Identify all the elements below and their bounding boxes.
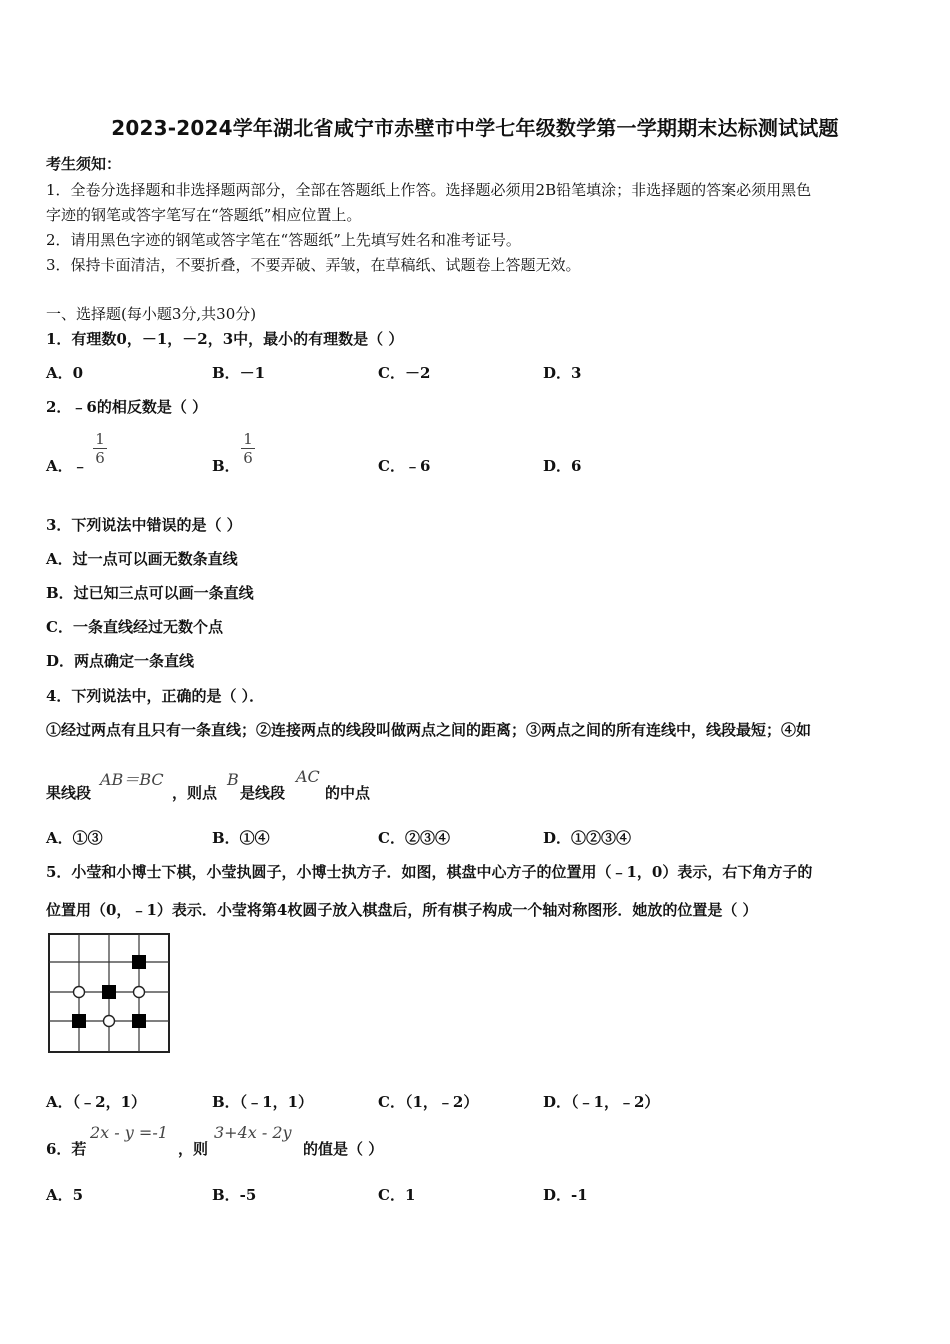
q2-stem: 2．﹣6的相反数是（ ） xyxy=(46,398,208,416)
q6-option-b: B．-5 xyxy=(212,1186,257,1204)
q4-option-a: A．①③ xyxy=(46,829,103,847)
notice-item-1b: 字迹的钢笔或答字笔写在“答题纸”相应位置上。 xyxy=(46,206,362,224)
square-piece-center xyxy=(102,985,116,999)
q4-option-b: B．①④ xyxy=(212,829,270,847)
round-piece xyxy=(74,987,85,998)
q4-option-d: D．①②③④ xyxy=(543,829,632,847)
q2-option-a-fraction: 1 6 xyxy=(93,430,107,467)
page-title: 2023-2024学年湖北省咸宁市赤壁市中学七年级数学第一学期期末达标测试试题 xyxy=(111,116,839,140)
q2-option-d: D．6 xyxy=(543,457,582,475)
q6-suffix: 的值是（ ） xyxy=(303,1140,384,1158)
q3-option-a: A．过一点可以画无数条直线 xyxy=(46,550,238,568)
q1-option-c: C．－2 xyxy=(378,364,431,382)
round-piece xyxy=(104,1016,115,1027)
square-piece-bottom-right xyxy=(132,1014,146,1028)
notice-heading: 考生须知： xyxy=(46,155,122,173)
q4-option-c: C．②③④ xyxy=(378,829,450,847)
q6-option-d: D．-1 xyxy=(543,1186,588,1204)
q2-option-b: B． xyxy=(212,457,240,475)
q5-option-b: B．（﹣1，1） xyxy=(212,1093,314,1111)
q6-option-a: A．5 xyxy=(46,1186,84,1204)
q5-stem-line-1: 5．小莹和小博士下棋，小莹执圆子，小博士执方子．如图，棋盘中心方子的位置用（﹣1，0）表示，右下角方子的 xyxy=(46,863,813,881)
q4-body: ①经过两点有且只有一条直线；②连接两点的线段叫做两点之间的距离；③两点之间的所有连线中，线段最短；④如 xyxy=(46,721,812,739)
q4-expr-b: B xyxy=(227,770,239,789)
q3-option-b: B．过已知三点可以画一条直线 xyxy=(46,584,254,602)
q2-option-b-fraction: 1 6 xyxy=(241,430,255,467)
chessboard-figure xyxy=(46,931,172,1055)
q4-text-4: 的中点 xyxy=(325,784,371,802)
q6-mid: ，则 xyxy=(178,1140,209,1158)
q4-text-2: ，则点 xyxy=(172,784,218,802)
notice-item-2: 2．请用黑色字迹的钢笔或答字笔在“答题纸”上先填写姓名和准考证号。 xyxy=(46,231,521,249)
q6-option-c: C．1 xyxy=(378,1186,416,1204)
q6-expr-target: 3+4x - 2y xyxy=(214,1123,292,1142)
q5-option-c: C．（1，﹣2） xyxy=(378,1093,479,1111)
q4-expr-ac: AC xyxy=(296,767,320,786)
square-piece xyxy=(132,955,146,969)
q2-option-c: C．﹣6 xyxy=(378,457,431,475)
q4-stem: 4．下列说法中，正确的是（ ）． xyxy=(46,687,265,705)
section-heading: 一、选择题(每小题3分,共30分) xyxy=(46,305,257,323)
q4-expr-ab-bc: AB＝BC xyxy=(100,770,164,789)
notice-item-3: 3．保持卡面清洁，不要折叠，不要弄破、弄皱，在草稿纸、试题卷上答题无效。 xyxy=(46,256,581,274)
q1-option-b: B．－1 xyxy=(212,364,266,382)
q1-option-a: A．0 xyxy=(46,364,84,382)
q5-option-a: A．（﹣2，1） xyxy=(46,1093,147,1111)
q4-text-1: 果线段 xyxy=(46,784,92,802)
q6-expr-given: 2x - y =-1 xyxy=(90,1123,168,1142)
q3-stem: 3．下列说法中错误的是（ ） xyxy=(46,516,242,534)
q6-prefix: 6．若 xyxy=(46,1140,87,1158)
square-piece xyxy=(72,1014,86,1028)
q5-option-d: D．（﹣1，﹣2） xyxy=(543,1093,660,1111)
q2-option-a: A．﹣ xyxy=(46,457,88,475)
q4-text-3: 是线段 xyxy=(240,784,286,802)
q5-stem-line-2: 位置用（0，﹣1）表示．小莹将第4枚圆子放入棋盘后，所有棋子构成一个轴对称图形．她放的位置是（ ） xyxy=(46,901,758,919)
round-piece xyxy=(134,987,145,998)
notice-item-1a: 1．全卷分选择题和非选择题两部分，全部在答题纸上作答。选择题必须用2B铅笔填涂；非选择题的答案必须用黑色 xyxy=(46,181,812,199)
q3-option-c: C．一条直线经过无数个点 xyxy=(46,618,223,636)
q1-option-d: D．3 xyxy=(543,364,582,382)
q1-stem: 1．有理数0，－1，－2，3中，最小的有理数是（ ） xyxy=(46,330,404,348)
q3-option-d: D．两点确定一条直线 xyxy=(46,652,195,670)
